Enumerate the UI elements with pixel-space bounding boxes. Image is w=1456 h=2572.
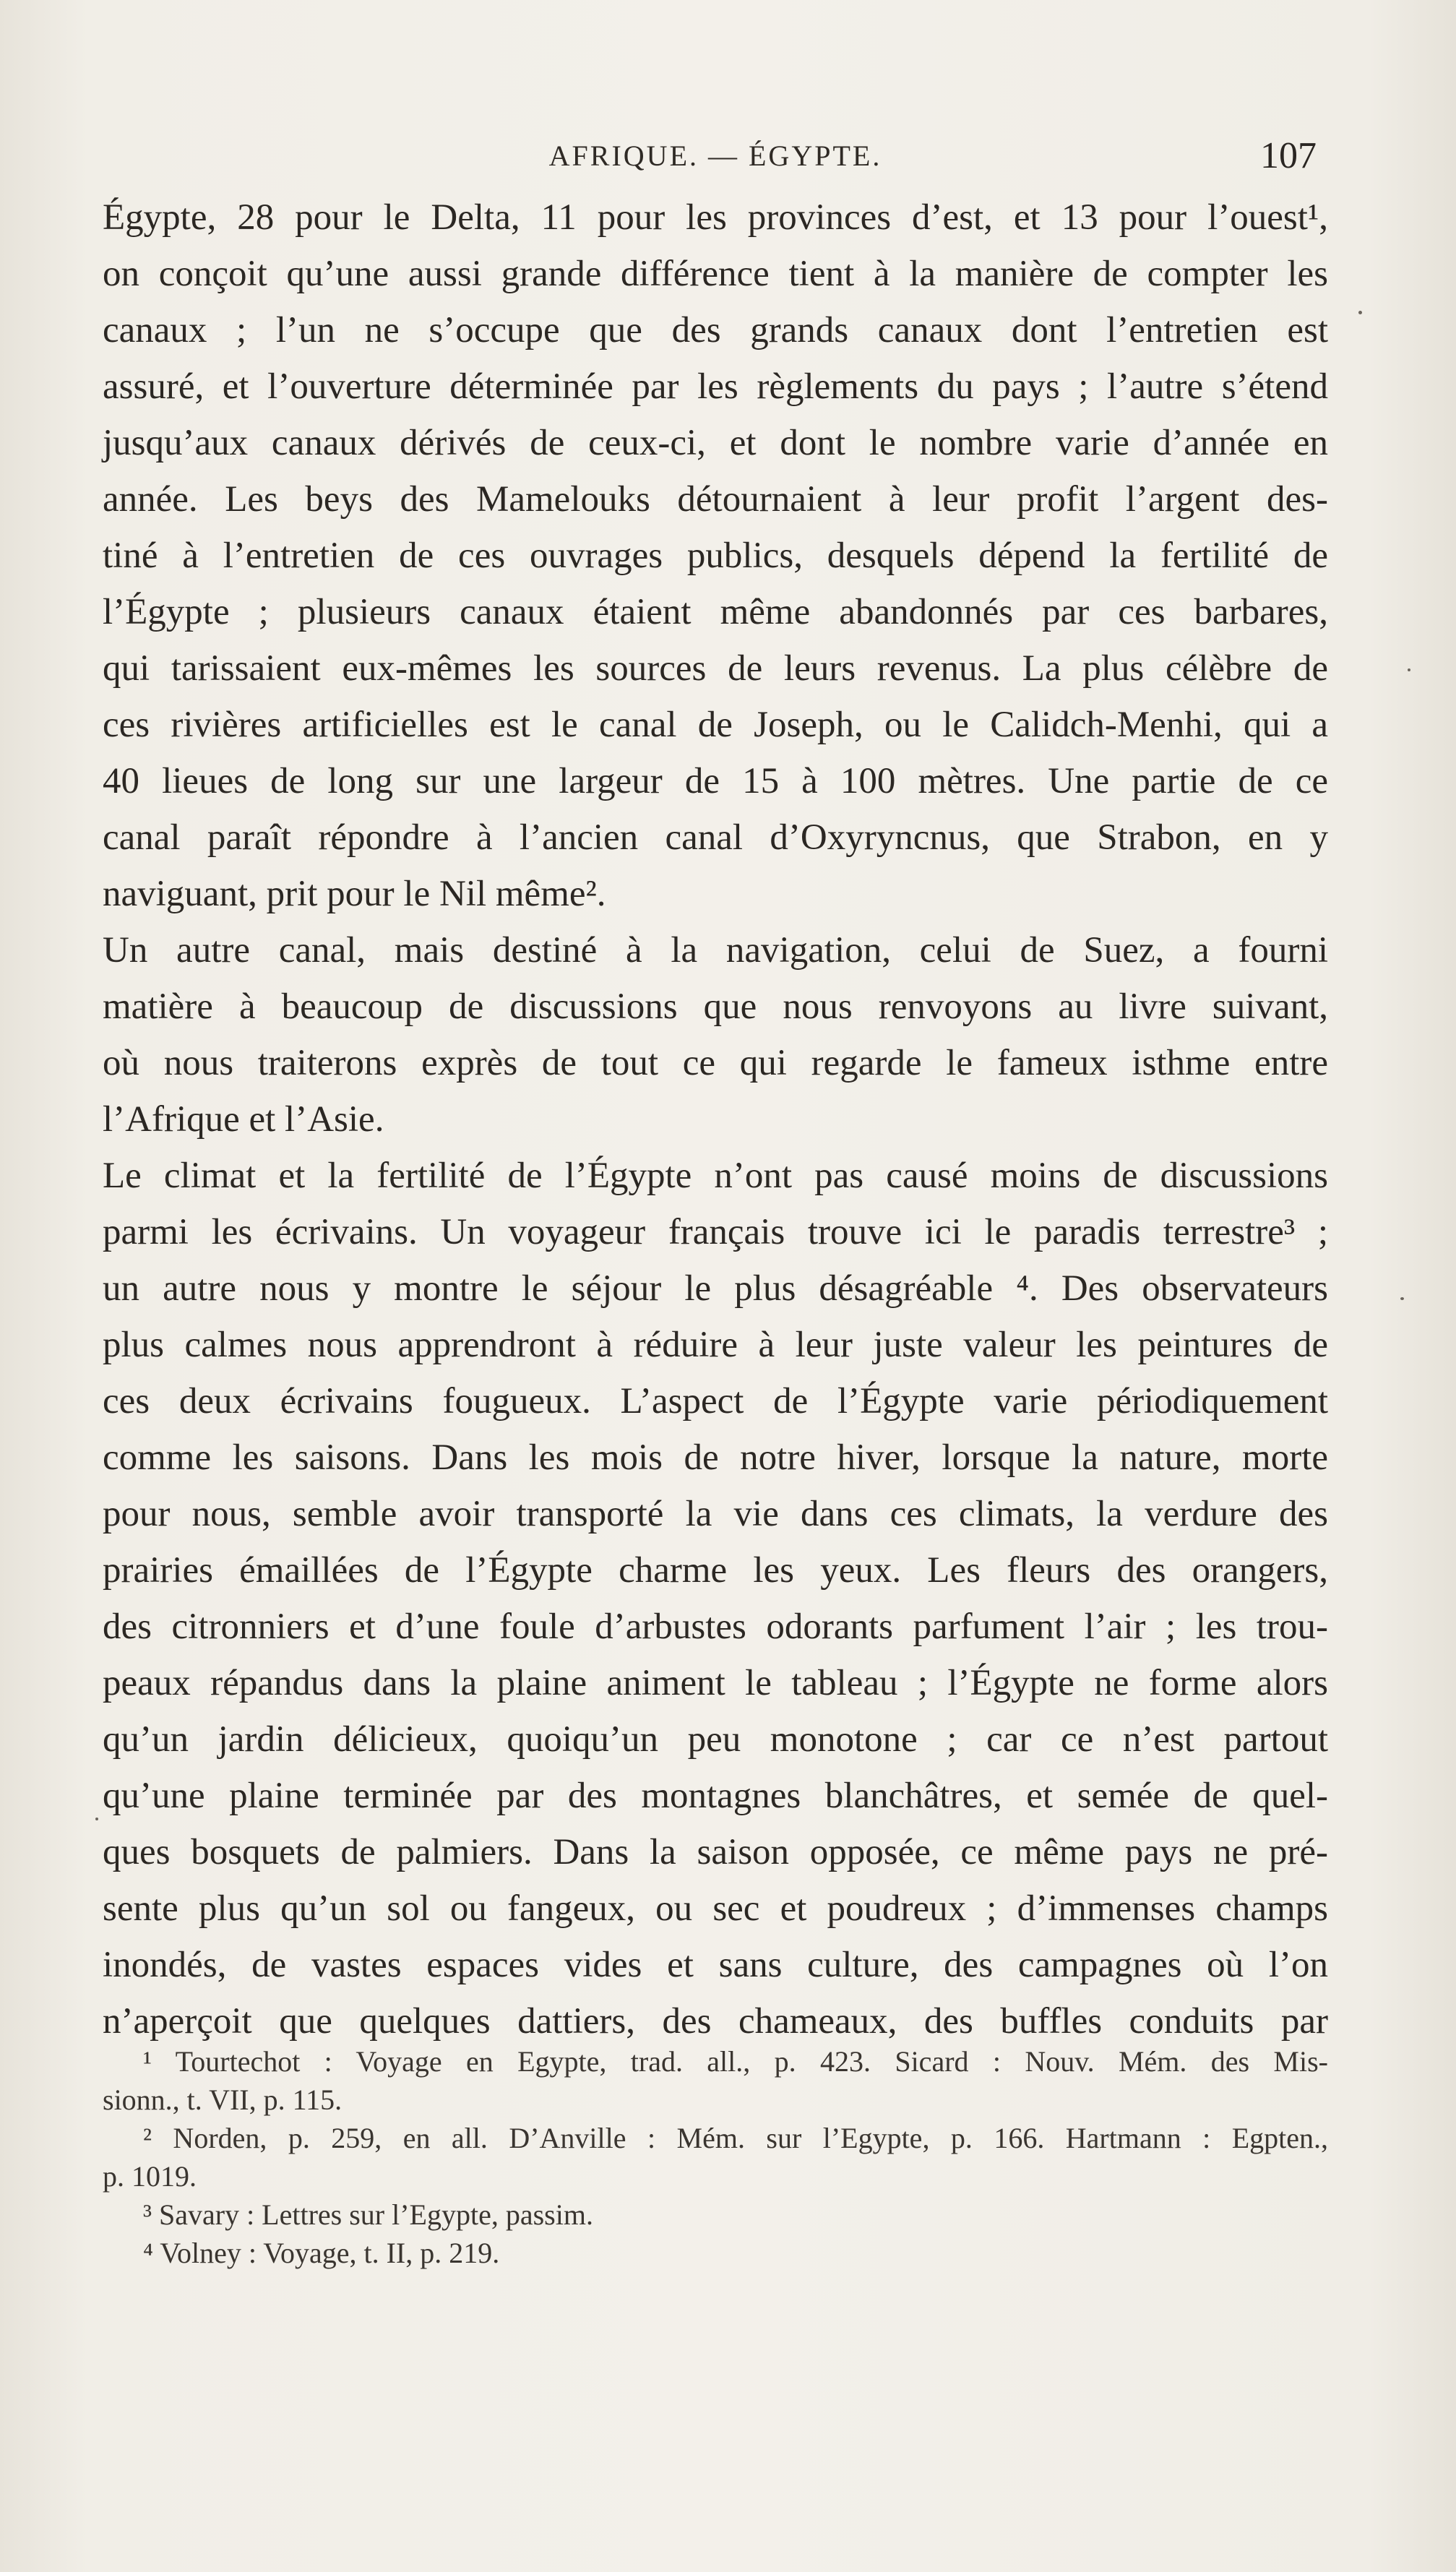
text-line: comme les saisons. Dans les mois de notre hiver, lorsque la nature, morte: [103, 1437, 1328, 1478]
text-line: on conçoit qu’une aussi grande différence tient à la manière de compter les: [103, 254, 1328, 294]
footnote-3: ³ Savary : Lettres sur l’Egypte, passim.: [143, 2198, 593, 2231]
text-line: 40 lieues de long sur une largeur de 15 à 100 mètres. Une partie de ce: [103, 761, 1328, 801]
text-line: parmi les écrivains. Un voyageur français trouve ici le paradis terrestre³ ;: [103, 1212, 1328, 1252]
text-line: ces deux écrivains fougueux. L’aspect de l’Égypte varie périodiquement: [103, 1381, 1328, 1422]
text-line: l’Afrique et l’Asie.: [103, 1099, 384, 1140]
footnote-2-cont: p. 1019.: [103, 2160, 197, 2193]
footnotes: [103, 2042, 1328, 2272]
text-line: qu’un jardin délicieux, quoiqu’un peu monotone ; car ce n’est partout: [103, 1719, 1328, 1760]
text-line: année. Les beys des Mamelouks détournaient à leur profit l’argent des-: [103, 479, 1328, 520]
text-line: assuré, et l’ouverture déterminée par les règlements du pays ; l’autre s’étend: [103, 366, 1328, 407]
footnote-1: ¹ Tourtechot : Voyage en Egypte, trad. all., p. 423. Sicard : Nouv. Mém. des Mis-: [143, 2045, 1328, 2078]
footnote-2: ² Norden, p. 259, en all. D’Anville : Mém. sur l’Egypte, p. 166. Hartmann : Egpten.,: [143, 2122, 1328, 2154]
text-line: peaux répandus dans la plaine animent le tableau ; l’Égypte ne forme alors: [103, 1663, 1328, 1703]
footnote-1-cont: sionn., t. VII, p. 115.: [103, 2083, 343, 2116]
text-line: un autre nous y montre le séjour le plus désagréable ⁴. Des observateurs: [103, 1268, 1328, 1309]
text-line: n’aperçoit que quelques dattiers, des chameaux, des buffles conduits par: [103, 2001, 1328, 2042]
text-line: sente plus qu’un sol ou fangeux, ou sec et poudreux ; d’immenses champs: [103, 1888, 1328, 1929]
text-line: jusqu’aux canaux dérivés de ceux-ci, et dont le nombre varie d’année en: [103, 423, 1328, 463]
text-line: Égypte, 28 pour le Delta, 11 pour les provinces d’est, et 13 pour l’ouest¹,: [103, 197, 1328, 238]
text-line: plus calmes nous apprendront à réduire à leur juste valeur les peintures de: [103, 1325, 1328, 1365]
text-line: ques bosquets de palmiers. Dans la saison opposée, ce même pays ne pré-: [103, 1832, 1328, 1872]
text-line: prairies émaillées de l’Égypte charme les yeux. Les fleurs des orangers,: [103, 1550, 1328, 1591]
text-line: pour nous, semble avoir transporté la vie dans ces climats, la verdure des: [103, 1494, 1328, 1534]
text-line: matière à beaucoup de discussions que nous renvoyons au livre suivant,: [103, 986, 1328, 1027]
text-line: l’Égypte ; plusieurs canaux étaient même abandonnés par ces barbares,: [103, 592, 1328, 632]
text-line: tiné à l’entretien de ces ouvrages publics, desquels dépend la fertilité de: [103, 536, 1328, 576]
text-line: Un autre canal, mais destiné à la navigation, celui de Suez, a fourni: [103, 930, 1328, 971]
text-line: où nous traiterons exprès de tout ce qui regarde le fameux isthme entre: [103, 1043, 1328, 1083]
text-line: des citronniers et d’une foule d’arbustes odorants parfument l’air ; les trou-: [103, 1607, 1328, 1647]
page-header: [101, 134, 1330, 185]
text-line: ces rivières artificielles est le canal de Joseph, ou le Calidch-Menhi, qui a: [103, 705, 1328, 745]
footnote-4: ⁴ Volney : Voyage, t. II, p. 219.: [143, 2237, 500, 2269]
text-line: qui tarissaient eux-mêmes les sources de leurs revenus. La plus célèbre de: [103, 648, 1328, 689]
text-line: inondés, de vastes espaces vides et sans culture, des campagnes où l’on: [103, 1945, 1328, 1985]
page-number: 107: [1260, 135, 1317, 176]
text-line: naviguant, prit pour le Nil même².: [103, 874, 606, 914]
text-line: qu’une plaine terminée par des montagnes blanchâtres, et semée de quel-: [103, 1776, 1328, 1816]
text-line: canaux ; l’un ne s’occupe que des grands canaux dont l’entretien est: [103, 310, 1328, 350]
text-line: Le climat et la fertilité de l’Égypte n’ont pas causé moins de discussions: [103, 1156, 1328, 1196]
running-title: AFRIQUE. — ÉGYPTE.: [548, 139, 882, 172]
text-line: canal paraît répondre à l’ancien canal d’Oxyryncnus, que Strabon, en y: [103, 817, 1328, 858]
main-text: [103, 189, 1328, 2050]
